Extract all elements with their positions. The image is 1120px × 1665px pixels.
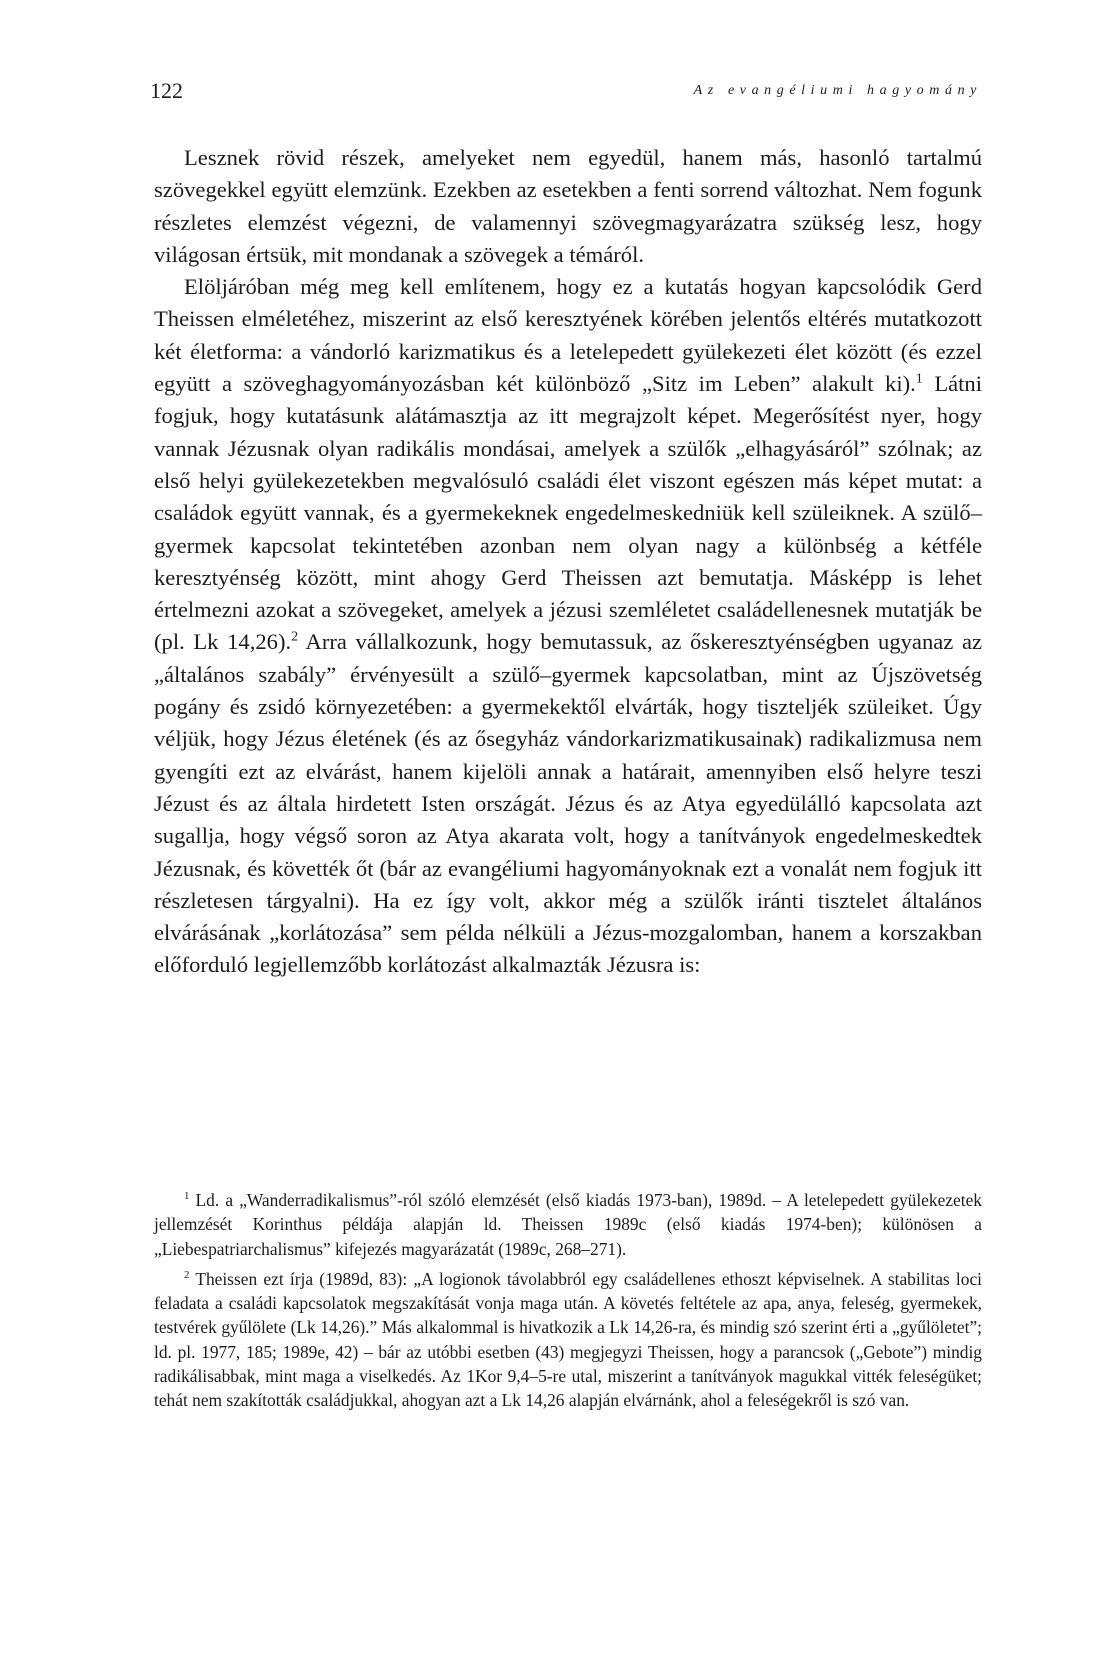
footnote-reference: 1 [915,371,923,387]
footnote [154,1188,982,1261]
footnote-number: 1 [184,1190,190,1203]
main-text [154,142,982,982]
paragraph-text: Látni fogjuk, hogy kutatásunk alátámasztja az itt megrajzolt képet. Megerősítést nyer, hogy vannak Jézusnak olyan radikális mondásai, amelyek a szülők „elhagyásáról” szólnak; az első helyi gyülekezetekben megvalósuló családi élet viszont egészen más képet mutat: a családok együtt vannak, és a gyermekeknek engedelmeskedniük kell szüleiknek. A szülő–gyermek kapcsolat tekintetében azonban nem olyan nagy a különbség a kétféle keresztyénség között, mint ahogy Gerd Theissen azt bemutatja. Másképp is lehet értelmezni azokat a szövegeket, amelyek a jézusi szemléletet családellenesnek mutatják be (pl. Lk 14,26). [154,371,982,655]
page-number: 122 [150,78,183,103]
running-title: Az evangéliumi hagyomány [693,83,982,98]
running-header [150,76,982,106]
paragraph-text: Lesznek rövid részek, amelyeket nem egyedül, hanem más, hasonló tartalmú szövegekkel együtt elemzünk. Ezekben az esetekben a fenti sorrend változhat. Nem fogunk részletes elemzést végezni, de valamennyi szövegmagyarázatra szükség lesz, hogy világosan értsük, mit mondanak a szövegek a témáról. [154,145,982,267]
footnote-reference: 2 [291,629,299,645]
footnote [154,1267,982,1413]
footnotes [154,1188,982,1419]
footnote-text: Theissen ezt írja (1989d, 83): „A logionok távolabbról egy családellenes ethoszt képviselnek. A stabilitas loci feladata a családi kapcsolatok megszakítását vonja maga után. A követés feltétele az apa, anya, feleség, gyermekek, testvérek gyűlölete (Lk 14,26).” Más alkalommal is hivatkozik a Lk 14,26-ra, és mindig szó szerint érti a „gyűlöletet”; ld. pl. 1977, 185; 1989e, 42) – bár az utóbbi esetben (43) megjegyzi Theissen, hogy a parancsok („Gebote”) mindig radikálisabbak, mint maga a viselkedés. Az 1Kor 9,4–5-re utal, miszerint a tanítványok magukkal vitték feleségüket; tehát nem szakították családjukkal, ahogyan azt a Lk 14,26 alapján elvárnánk, ahol a feleségekről is szó van. [154,1268,982,1411]
paragraph-text: Elöljáróban még meg kell említenem, hogy ez a kutatás hogyan kapcsolódik Gerd Theissen elméletéhez, miszerint az első keresztyének körében jelentős eltérés mutatkozott két életforma: a vándorló karizmatikus és a letelepedett gyülekezeti élet között (és ezzel együtt a szöveghagyományozásban két különböző „Sitz im Leben” alakult ki). [154,274,982,397]
body-paragraph [154,271,982,982]
footnote-number: 2 [184,1269,190,1282]
body-paragraph [154,142,982,271]
paragraph-text: Arra vállalkozunk, hogy bemutassuk, az őskeresztyénségben ugyanaz az „általános szabály” érvényesült a szülő–gyermek kapcsolatban, mint az Újszövetség pogány és zsidó környezetében: a gyermekektől elvárták, hogy tiszteljék szüleiket. Úgy véljük, hogy Jézus életének (és az ősegyház vándorkarizmatikusainak) radikalizmusa nem gyengíti ezt az elvárást, hanem kijelöli annak a határait, amennyiben első helyre teszi Jézust és az általa hirdetett Isten országát. Jézus és az Atya egyedülálló kapcsolata azt sugallja, hogy végső soron az Atya akarata volt, hogy a tanítványok engedelmeskedtek Jézusnak, és követték őt (bár az evangéliumi hagyományoknak ezt a vonalát nem fogjuk itt részletesen tárgyalni). Ha ez így volt, akkor még a szülők iránti tisztelet általános elvárásának „korlátozása” sem példa nélküli a Jézus-mozgalomban, hanem a korszakban előforduló legjellemzőbb korlátozást alkalmazták Jézusra is: [154,629,982,978]
footnote-text: Ld. a „Wanderradikalismus”-ról szóló elemzését (első kiadás 1973-ban), 1989d. – A letelepedett gyülekezetek jellemzését Korinthus példája alapján ld. Theissen 1989c (első kiadás 1974-ben); különösen a „Liebespatriarchalismus” kifejezés magyarázatát (1989c, 268–271). [154,1190,982,1259]
